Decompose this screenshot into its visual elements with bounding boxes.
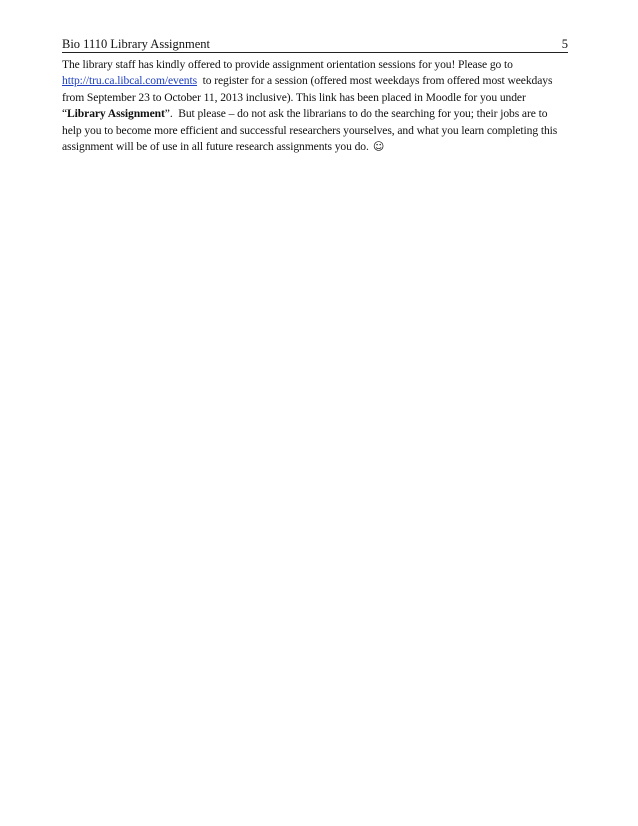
paragraph-line-2	[62, 73, 572, 89]
libcal-events-link[interactable]: http://tru.ca.libcal.com/events	[62, 74, 198, 88]
paragraph-line-4	[62, 106, 572, 122]
paragraph-line-6	[62, 139, 572, 155]
library-assignment-bold-text: Library Assignment	[67, 107, 165, 121]
paragraph-line-6-text: assignment will be of use in all future research assignments you do.	[62, 140, 369, 154]
paragraph-line-1: The library staff has kindly offered to provide assignment orientation sessions for you! Please go to	[62, 58, 513, 71]
page-number: 5	[561, 37, 568, 51]
header-title: Bio 1110 Library Assignment	[62, 37, 211, 51]
paragraph-line-2-text: to register for a session (offered most weekdays from offered most weekdays	[197, 74, 553, 88]
page-header	[62, 35, 568, 53]
paragraph-line-5: help you to become more efficient and successful researchers yourselves, and what you learn completing this	[62, 123, 558, 137]
smiley-face-icon: ☺	[372, 140, 385, 154]
paragraph-line-3: from September 23 to October 11, 2013 inclusive). This link has been placed in Moodle for you under	[62, 90, 526, 104]
body-paragraph	[62, 57, 572, 155]
open-quote: “	[62, 107, 68, 121]
header-divider	[62, 52, 568, 53]
paragraph-line-4-text: ”. But please – do not ask the librarians to do the searching for you; their jobs are to	[164, 107, 548, 121]
